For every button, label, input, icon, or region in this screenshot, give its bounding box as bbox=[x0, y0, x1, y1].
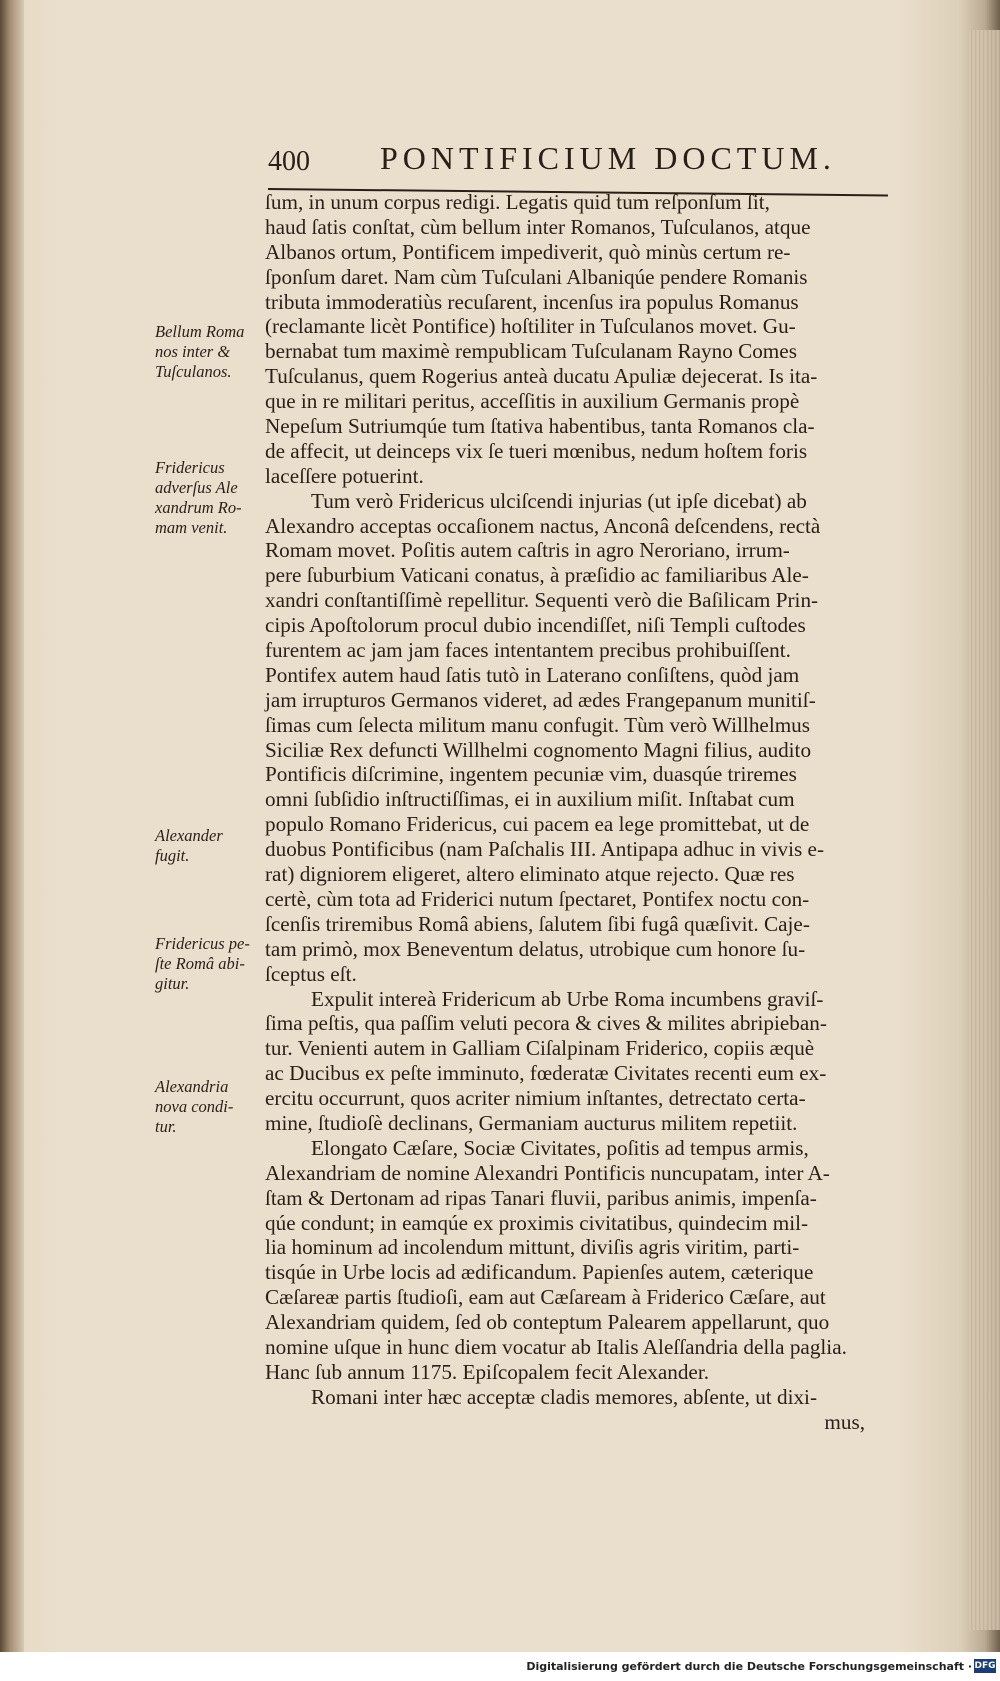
page-header bbox=[268, 140, 888, 184]
footer-bar bbox=[0, 1652, 1000, 1681]
text-line: populo Romano Fridericus, cui pacem ea lege promittebat, ut de bbox=[265, 812, 810, 837]
margin-note bbox=[155, 1077, 263, 1137]
text-line: ſcenſis triremibus Româ abiens, ſalutem ſibi fugâ quæſivit. Caje- bbox=[265, 911, 810, 936]
margin-note-line: xandrum Ro- bbox=[155, 498, 242, 517]
text-line: ſtam & Dertonam ad ripas Tanari fluvii, paribus animis, impenſa- bbox=[265, 1185, 817, 1210]
text-line: laceſſere potuerint. bbox=[265, 463, 424, 488]
page-number: 400 bbox=[268, 146, 310, 177]
margin-note bbox=[155, 934, 263, 994]
text-line: nomine uſque in hunc diem vocatur ab Italis Aleſſandria della paglia. bbox=[265, 1334, 847, 1359]
margin-note-line: Fridericus bbox=[155, 458, 225, 477]
text-line: Alexandriam quidem, ſed ob conteptum Palearem appellarunt, quo bbox=[265, 1310, 830, 1335]
text-line: furentem ac jam jam faces intentantem precibus prohibuiſſent. bbox=[265, 638, 791, 663]
text-line: omni ſubſidio inſtructiſſimas, ei in auxilium miſit. Inſtabat cum bbox=[265, 787, 795, 812]
margin-note-line: Fridericus pe- bbox=[155, 934, 250, 953]
text-line: Alexandro acceptas occaſionem nactus, Anconâ deſcendens, rectà bbox=[265, 513, 821, 538]
text-line: ſceptus eſt. bbox=[265, 961, 357, 986]
margin-note-line: nos inter & bbox=[155, 342, 231, 361]
text-line: Romam movet. Poſitis autem caſtris in agro Neroriano, irrum- bbox=[265, 538, 790, 563]
text-line: Romani inter hæc acceptæ cladis memores, abſente, ut dixi- bbox=[311, 1384, 817, 1409]
text-line: (reclamante licèt Pontifice) hoſtiliter in Tuſculanos movet. Gu- bbox=[265, 314, 796, 339]
text-line: Pontificis diſcrimine, ingentem pecuniæ vim, duasqúe triremes bbox=[265, 762, 797, 787]
margin-note bbox=[155, 322, 263, 382]
text-line: tam primò, mox Beneventum delatus, utrobique cum honore ſu- bbox=[265, 936, 806, 961]
text-line: ſima peſtis, qua paſſim veluti pecora & cives & milites abripieban- bbox=[265, 1011, 827, 1036]
margin-note-line: Tuſculanos. bbox=[155, 362, 232, 381]
margin-note-line: nova condi- bbox=[155, 1097, 234, 1116]
text-line: Siciliæ Rex defuncti Willhelmi cognomento Magni filius, audito bbox=[265, 737, 812, 762]
margin-note-line: ſte Româ abi- bbox=[155, 954, 245, 973]
text-line: bernabat tum maximè rempublicam Tuſculanam Rayno Comes bbox=[265, 339, 797, 364]
text-line: Alexandriam de nomine Alexandri Pontificis nuncupatam, inter A- bbox=[265, 1160, 830, 1185]
margin-note-line: Bellum Roma bbox=[155, 322, 245, 341]
margin-note-line: Alexandria bbox=[155, 1077, 229, 1096]
text-line: duobus Pontificibus (nam Paſchalis III. Antipapa adhuc in vivis e- bbox=[265, 837, 825, 862]
margin-note-line: tur. bbox=[155, 1117, 177, 1136]
margin-note-line: adverſus Ale bbox=[155, 478, 238, 497]
text-line: lia hominum ad incolendum mittunt, diviſis agris viritim, parti- bbox=[265, 1235, 800, 1260]
text-line: qúe condunt; in eamqúe ex proximis civitatibus, quindecim mil- bbox=[265, 1210, 809, 1235]
text-line: mus, bbox=[824, 1409, 865, 1434]
footer-credit: Digitalisierung gefördert durch die Deutsche Forschungsgemeinschaft · bbox=[526, 1660, 972, 1673]
page-edges bbox=[968, 30, 1000, 1630]
text-line: cipis Apoſtolorum procul dubio incendiſſet, niſi Templi cuſtodes bbox=[265, 613, 806, 638]
text-line: jam irrupturos Germanos videret, ad ædes Frangepanum munitiſ- bbox=[265, 687, 816, 712]
text-line: Pontifex autem haud ſatis tutò in Laterano conſiſtens, quòd jam bbox=[265, 662, 800, 687]
text-line: que in re militari peritus, acceſſitis in auxilium Germanis propè bbox=[265, 389, 800, 414]
text-line: Cæſareæ partis ſtudioſi, eam aut Cæſaream à Friderico Cæſare, aut bbox=[265, 1285, 826, 1310]
margin-note bbox=[155, 826, 263, 866]
text-line: Tuſculanus, quem Rogerius anteà ducatu Apuliæ dejecerat. Is ita- bbox=[265, 364, 818, 389]
text-line: Nepeſum Sutriumqúe tum ſtativa habentibus, tanta Romanos cla- bbox=[265, 414, 815, 439]
text-line: Expulit intereà Fridericum ab Urbe Roma incumbens graviſ- bbox=[311, 986, 824, 1011]
margin-note-line: mam venit. bbox=[155, 518, 228, 537]
text-line: tisqúe in Urbe locis ad ædificandum. Papienſes autem, cæterique bbox=[265, 1260, 814, 1285]
body-text bbox=[265, 190, 935, 1435]
margin-note-line: Alexander bbox=[155, 826, 223, 845]
dfg-logo: DFG bbox=[974, 1661, 996, 1671]
text-line: pere ſuburbium Vaticani conatus, à præſidio ac familiaribus Ale- bbox=[265, 563, 809, 588]
text-line: Albanos ortum, Pontificem impediverit, quò minùs certum re- bbox=[265, 239, 791, 264]
text-line: tur. Venienti autem in Galliam Ciſalpinam Friderico, copiis æquè bbox=[265, 1036, 815, 1061]
text-line: ſum, in unum corpus redigi. Legatis quid tum reſponſum ſit, bbox=[265, 190, 770, 214]
text-line: ac Ducibus ex peſte imminuto, fœderatæ Civitates recenti eum ex- bbox=[265, 1061, 827, 1086]
text-line: mine, ſtudioſè declinans, Germaniam aucturus militem repetiit. bbox=[265, 1110, 798, 1135]
text-line: ſponſum daret. Nam cùm Tuſculani Albaniqúe pendere Romanis bbox=[265, 264, 808, 289]
text-line: xandri conſtantiſſimè repellitur. Sequenti verò die Baſilicam Prin- bbox=[265, 588, 819, 613]
text-line: tributa immoderatiùs recuſarent, incenſus ira populus Romanus bbox=[265, 289, 799, 314]
text-line: Hanc ſub annum 1175. Epiſcopalem fecit Alexander. bbox=[265, 1359, 710, 1384]
text-line: Elongato Cæſare, Sociæ Civitates, poſitis ad tempus armis, bbox=[311, 1135, 809, 1160]
running-title: PONTIFICIUM DOCTUM. bbox=[380, 140, 836, 176]
text-line: de affecit, ut deinceps vix ſe tueri mœnibus, nedum hoſtem foris bbox=[265, 438, 808, 463]
book-binding bbox=[0, 0, 24, 1652]
text-line: certè, cùm tota ad Friderici nutum ſpectaret, Pontifex noctu con- bbox=[265, 886, 810, 911]
margin-note bbox=[155, 458, 263, 538]
text-line: haud ſatis conſtat, cùm bellum inter Romanos, Tuſculanos, atque bbox=[265, 214, 811, 239]
margin-note-line: gitur. bbox=[155, 974, 190, 993]
text-line: ercitu occurrunt, quos acriter nimium inſtantes, detrectato certa- bbox=[265, 1086, 806, 1111]
margin-note-line: fugit. bbox=[155, 846, 190, 865]
text-line: ſimas cum ſelecta militum manu confugit. Tùm verò Willhelmus bbox=[265, 712, 811, 737]
text-line: rat) digniorem eligeret, altero eliminato atque rejecto. Quæ res bbox=[265, 862, 795, 887]
text-line: Tum verò Fridericus ulciſcendi injurias (ut ipſe dicebat) ab bbox=[311, 488, 807, 513]
